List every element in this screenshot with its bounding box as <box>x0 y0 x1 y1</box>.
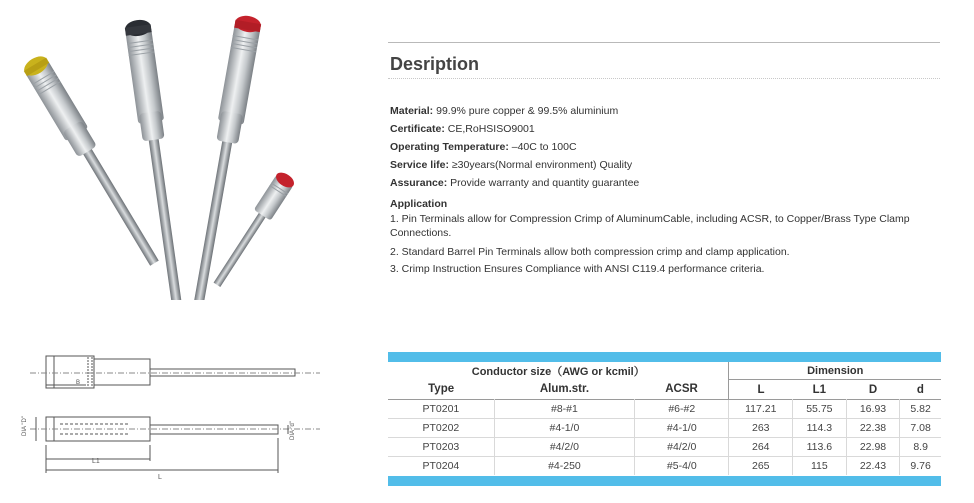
cell-l: 265 <box>729 457 793 476</box>
header-d-lower: d <box>916 383 924 396</box>
table-row <box>388 400 941 419</box>
cell-alum-str: #4-250 <box>494 457 634 476</box>
header-alum-str: Alum.str. <box>539 383 590 396</box>
table-row <box>388 457 941 476</box>
cell-d-lower: 7.08 <box>900 419 941 438</box>
cell-alum-str: #8-#1 <box>494 400 634 419</box>
application-title: Application <box>390 198 448 210</box>
pin-terminal-red-large <box>186 14 262 300</box>
cell-d-lower: 9.76 <box>900 457 941 476</box>
cell-type: PT0204 <box>388 457 494 476</box>
header-acsr: ACSR <box>635 380 729 400</box>
spec-assurance: Assurance: Provide warranty and quantity guarantee <box>390 177 640 189</box>
spec-operating-temperature: Operating Temperature: –40C to 100C <box>390 141 577 153</box>
spec-certificate: Certificate: CE,RoHSISO9001 <box>390 123 535 135</box>
header-type: Type <box>428 383 455 396</box>
table-bottom-bar <box>388 476 941 486</box>
section-title: Desription <box>390 54 480 74</box>
label-dia-d-lower: DIA "d" <box>290 421 296 440</box>
spec-table <box>388 362 941 475</box>
label-b: B <box>76 380 81 386</box>
cell-d-lower: 5.82 <box>900 400 941 419</box>
group-dimension: Dimension <box>729 362 941 380</box>
spec-service-life: Service life: ≥30years(Normal environment) Quality <box>390 159 633 171</box>
technical-drawing <box>20 345 350 485</box>
cell-acsr: #4-1/0 <box>635 419 729 438</box>
group-conductor-size: Conductor size（AWG or kcmil） <box>388 362 729 380</box>
label-l: L <box>158 474 162 481</box>
header-d-upper: D <box>868 383 878 396</box>
header-l: L <box>757 383 765 396</box>
cell-alum-str: #4-1/0 <box>494 419 634 438</box>
table-row <box>388 419 941 438</box>
cell-type: PT0202 <box>388 419 494 438</box>
cell-l1: 113.6 <box>793 438 847 457</box>
cell-l: 117.21 <box>729 400 793 419</box>
cell-l1: 114.3 <box>793 419 847 438</box>
application-item-3: 3. Crimp Instruction Ensures Compliance with ANSI C119.4 performance criteria. <box>390 263 765 275</box>
application-item-1: 1. Pin Terminals allow for Compression Crimp of AluminumCable, including ACSR, to Copper/Brass Type Clamp Connections. <box>390 213 910 239</box>
cell-d-upper: 22.38 <box>846 419 900 438</box>
table-top-bar <box>388 352 941 362</box>
cell-d-lower: 8.9 <box>900 438 941 457</box>
dotted-divider <box>388 78 940 79</box>
top-divider <box>388 42 940 43</box>
cell-l1: 55.75 <box>793 400 847 419</box>
cell-l: 264 <box>729 438 793 457</box>
cell-type: PT0201 <box>388 400 494 419</box>
cell-alum-str: #4/2/0 <box>494 438 634 457</box>
cell-d-upper: 22.43 <box>846 457 900 476</box>
label-dia-d-upper: DIA "D" <box>22 416 28 436</box>
cell-l1: 115 <box>793 457 847 476</box>
header-l1: L1 <box>812 383 827 396</box>
table-row <box>388 438 941 457</box>
cell-type: PT0203 <box>388 438 494 457</box>
cell-d-upper: 16.93 <box>846 400 900 419</box>
cell-d-upper: 22.98 <box>846 438 900 457</box>
cell-l: 263 <box>729 419 793 438</box>
application-item-2: 2. Standard Barrel Pin Terminals allow both compression crimp and clamp application. <box>390 246 790 258</box>
cell-acsr: #5-4/0 <box>635 457 729 476</box>
label-l1: L1 <box>92 458 100 465</box>
product-photo <box>0 0 360 300</box>
cell-acsr: #6-#2 <box>635 400 729 419</box>
cell-acsr: #4/2/0 <box>635 438 729 457</box>
spec-material: Material: 99.9% pure copper & 99.5% aluminium <box>390 105 619 117</box>
